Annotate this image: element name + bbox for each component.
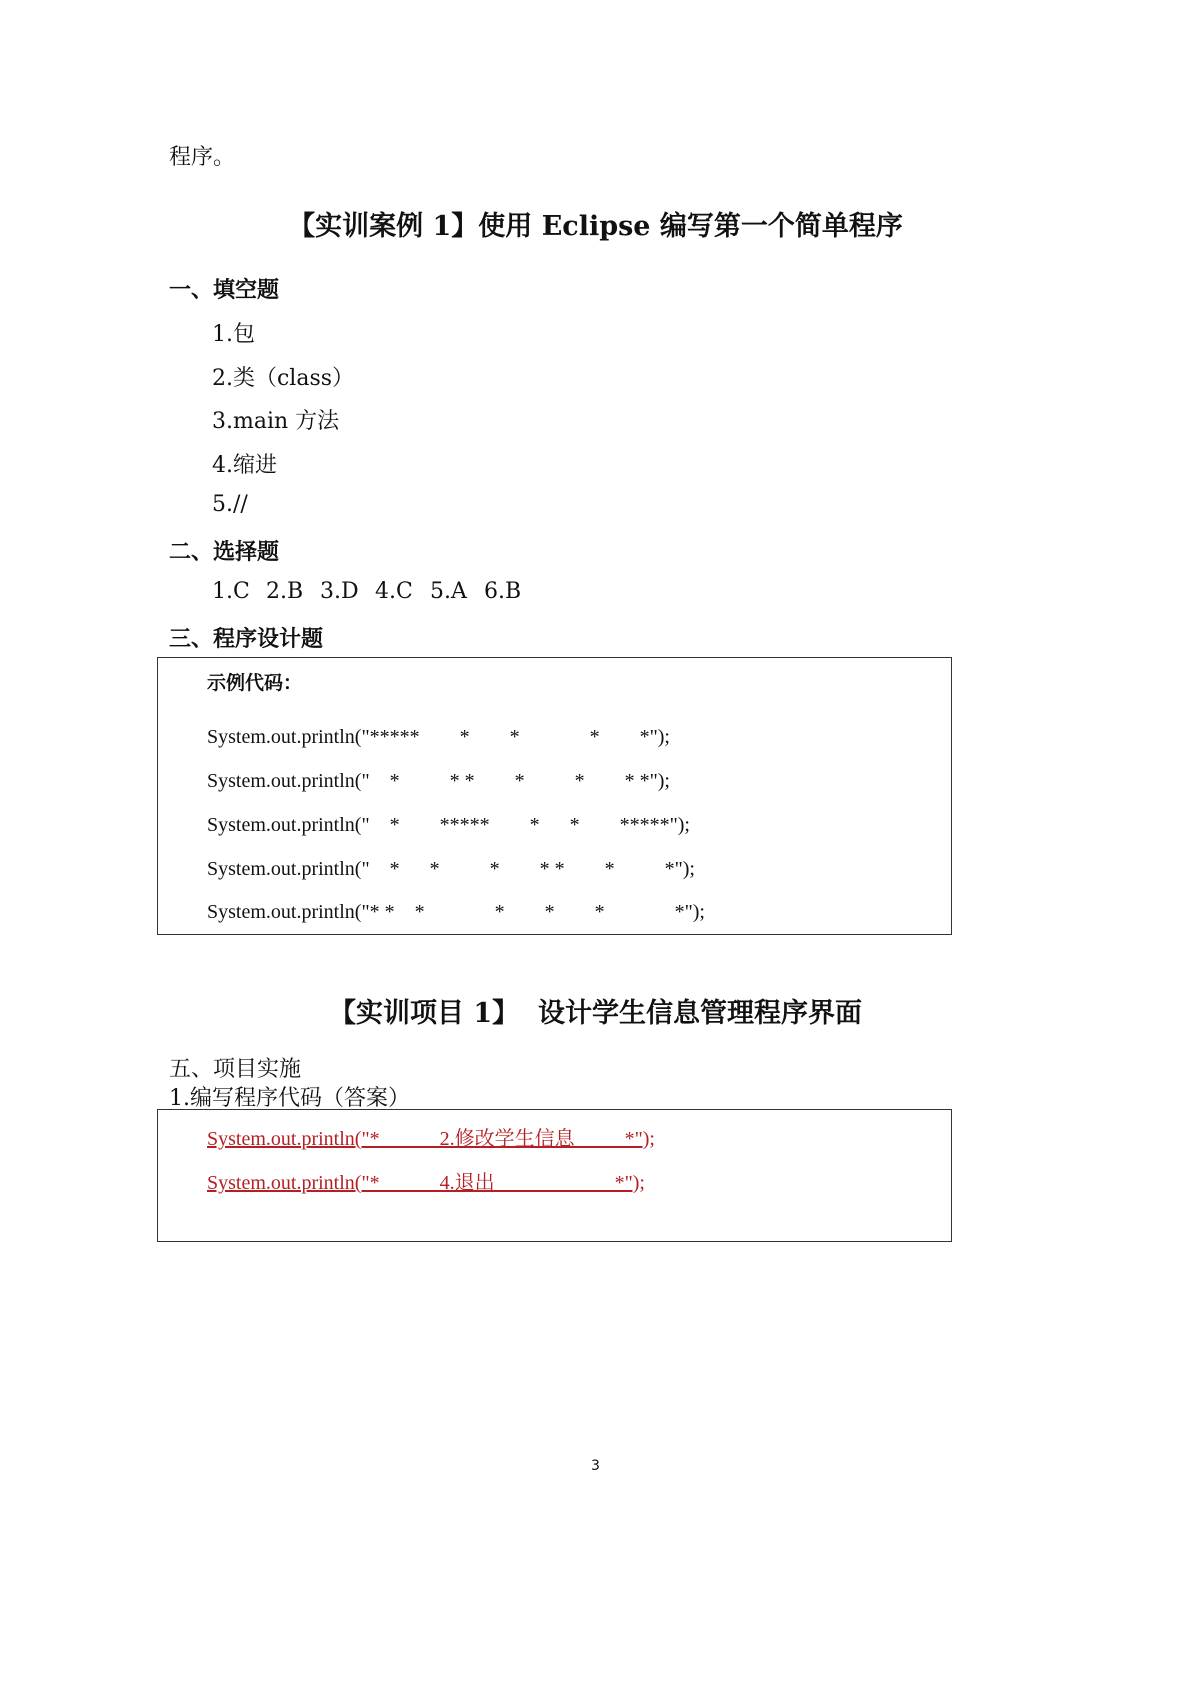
choice-answer: 1.C bbox=[212, 579, 250, 604]
code-label: 示例代码： bbox=[207, 672, 303, 694]
answer-code-box bbox=[157, 1109, 952, 1242]
fill-item: 4.缩进 bbox=[212, 453, 277, 478]
choice-heading: 二、选择题 bbox=[169, 539, 280, 565]
case1-title: 【实训案例 1】使用 Eclipse 编写第一个简单程序 bbox=[288, 211, 903, 242]
design-heading: 三、程序设计题 bbox=[169, 626, 324, 652]
project-sub: 1.编写程序代码（答案） bbox=[169, 1086, 410, 1111]
fill-item: 2.类（class） bbox=[212, 366, 355, 391]
fill-heading: 一、填空题 bbox=[169, 277, 280, 303]
project-section: 五、项目实施 bbox=[169, 1057, 302, 1082]
choice-answer: 3.D bbox=[320, 579, 359, 604]
choice-answer: 2.B bbox=[266, 579, 304, 604]
page-number: 3 bbox=[591, 1458, 600, 1474]
code-line: System.out.println(" * ***** * * *****"); bbox=[207, 814, 690, 836]
sample-code-box bbox=[157, 657, 952, 935]
choice-answer: 4.C bbox=[375, 579, 413, 604]
fill-item: 1.包 bbox=[212, 322, 255, 347]
choice-answer: 6.B bbox=[484, 579, 522, 604]
fill-item: 3.main 方法 bbox=[212, 409, 340, 434]
answer-code-line: System.out.println("* 4.退出 *"); bbox=[207, 1172, 645, 1194]
project1-title: 【实训项目 1】 设计学生信息管理程序界面 bbox=[329, 998, 862, 1029]
intro-text: 程序。 bbox=[169, 145, 236, 170]
code-line: System.out.println(" * * * * * * *"); bbox=[207, 770, 670, 792]
answer-code-line: System.out.println("* 2.修改学生信息 *"); bbox=[207, 1128, 655, 1150]
code-line: System.out.println("* * * * * * *"); bbox=[207, 901, 705, 923]
code-line: System.out.println(" * * * * * * *"); bbox=[207, 858, 695, 880]
fill-item: 5.// bbox=[212, 492, 248, 517]
choice-answer: 5.A bbox=[430, 579, 467, 604]
code-line: System.out.println("***** * * * *"); bbox=[207, 726, 670, 748]
